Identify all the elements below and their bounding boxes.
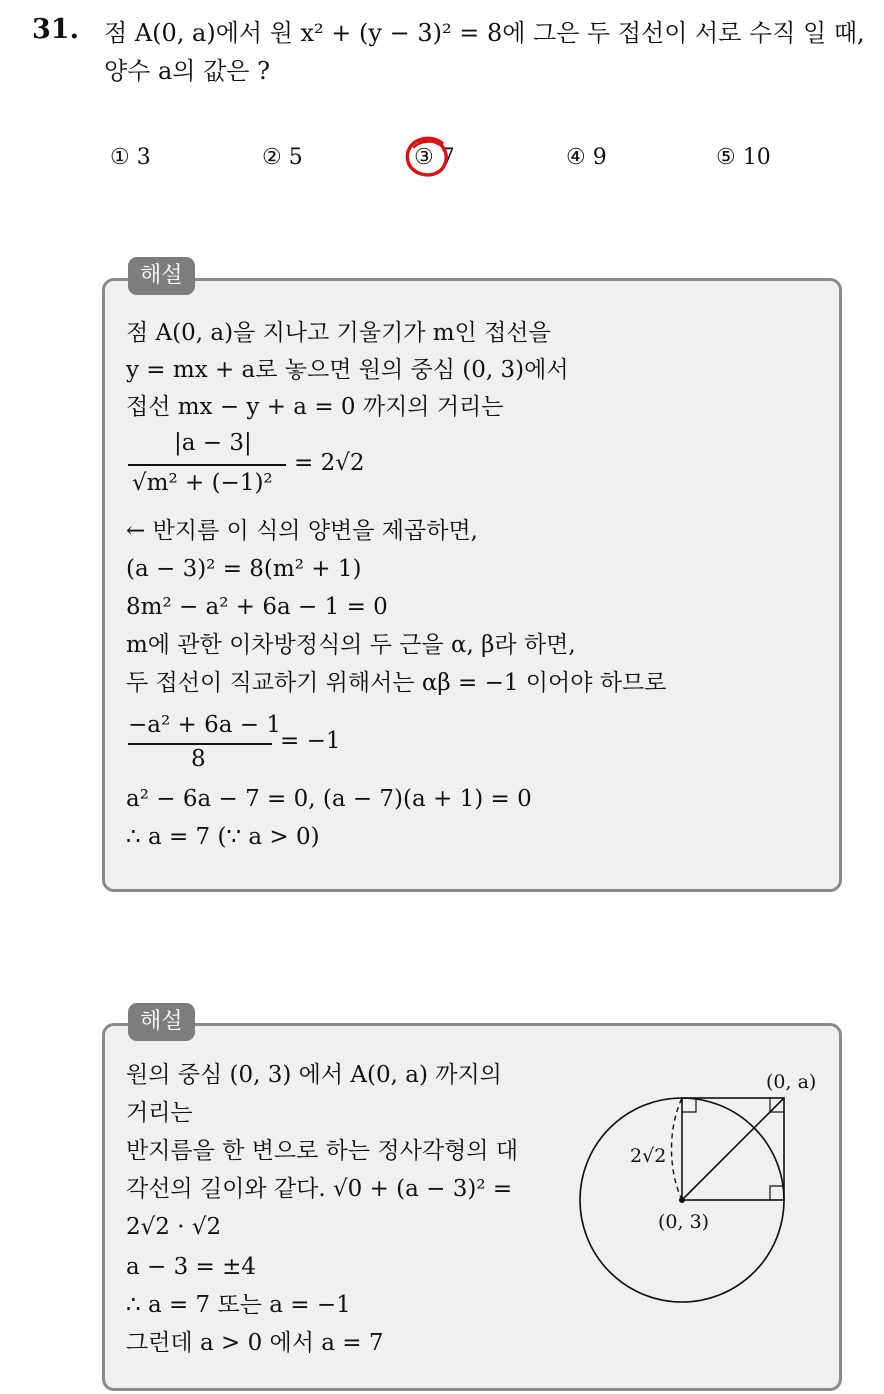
solution1-line: ← 반지름 이 식의 양변을 제곱하면, <box>126 518 478 544</box>
solution1-line: 8m² − a² + 6a − 1 = 0 <box>126 594 388 620</box>
fraction2-bar <box>128 743 272 745</box>
solution1-line: m에 관한 이차방정식의 두 근을 α, β라 하면, <box>126 632 576 658</box>
fraction2-numerator: −a² + 6a − 1 <box>128 712 281 738</box>
fraction1-rhs: = 2√2 <box>294 450 365 476</box>
choice-symbol: ③ <box>414 145 434 170</box>
diagonal-line <box>682 1098 784 1200</box>
fraction1-bar <box>128 464 286 466</box>
choice-value: 7 <box>440 145 455 170</box>
solution2-line: 거리는 <box>126 1100 193 1126</box>
choice-value: 5 <box>288 145 303 170</box>
choice-symbol: ④ <box>566 145 586 170</box>
solution2-line: 2√2 · √2 <box>126 1214 222 1240</box>
solution1-line: ∴ a = 7 (∵ a > 0) <box>126 824 320 850</box>
question-text: 점 A(0, a)에서 원 x² + (y − 3)² = 8에 그은 두 접선이 서로 수직 일 때, 양수 a의 값은 ? <box>104 19 865 85</box>
choice-value: 10 <box>742 145 771 170</box>
right-angle-mark <box>770 1186 784 1200</box>
answer-circle-mark-icon <box>402 134 452 182</box>
fraction2-rhs: = −1 <box>280 728 341 754</box>
solution1-line: (a − 3)² = 8(m² + 1) <box>126 556 362 582</box>
solution2-line: ∴ a = 7 또는 a = −1 <box>126 1292 351 1318</box>
choice-5[interactable] <box>716 140 771 176</box>
fraction1-numerator: |a − 3| <box>174 430 252 456</box>
choice-symbol: ① <box>110 145 130 170</box>
solution2-line: 각선의 길이와 같다. √0 + (a − 3)² = <box>126 1176 513 1202</box>
solution2-line: 반지름을 한 변으로 하는 정사각형의 대 <box>126 1138 519 1164</box>
solution2-line: a − 3 = ±4 <box>126 1254 257 1280</box>
right-angle-mark <box>682 1098 696 1112</box>
solution1-line: 두 접선이 직교하기 위해서는 αβ = −1 이어야 하므로 <box>126 670 667 696</box>
choice-1[interactable] <box>110 140 151 176</box>
choice-symbol: ② <box>262 145 282 170</box>
radius-arc <box>672 1098 683 1200</box>
choice-4[interactable] <box>566 140 607 176</box>
fraction1-denominator: √m² + (−1)² <box>132 470 273 496</box>
solution-tag: 해설 <box>128 1003 195 1041</box>
choice-value: 3 <box>136 145 151 170</box>
solution1-line: y = mx + a로 놓으면 원의 중심 (0, 3)에서 <box>126 357 569 383</box>
choice-symbol: ⑤ <box>716 145 736 170</box>
solution1-line: 점 A(0, a)을 지나고 기울기가 m인 접선을 <box>126 320 551 346</box>
label-center-point: (0, 3) <box>658 1211 710 1233</box>
solution2-line: 원의 중심 (0, 3) 에서 A(0, a) 까지의 <box>126 1062 502 1088</box>
choice-value: 9 <box>592 145 607 170</box>
solution2-line: 그런데 a > 0 에서 a = 7 <box>126 1330 384 1356</box>
choice-2[interactable] <box>262 140 303 176</box>
solution1-line: 접선 mx − y + a = 0 까지의 거리는 <box>126 394 504 420</box>
fraction2-denominator: 8 <box>191 746 206 772</box>
question-number: 31. <box>32 14 79 45</box>
label-top-point: (0, a) <box>766 1071 817 1093</box>
label-radius: 2√2 <box>630 1145 667 1167</box>
solution-tag: 해설 <box>128 257 195 295</box>
center-point <box>679 1197 685 1203</box>
circle-square-diagram <box>560 1066 830 1366</box>
solution1-line: a² − 6a − 7 = 0, (a − 7)(a + 1) = 0 <box>126 786 532 812</box>
